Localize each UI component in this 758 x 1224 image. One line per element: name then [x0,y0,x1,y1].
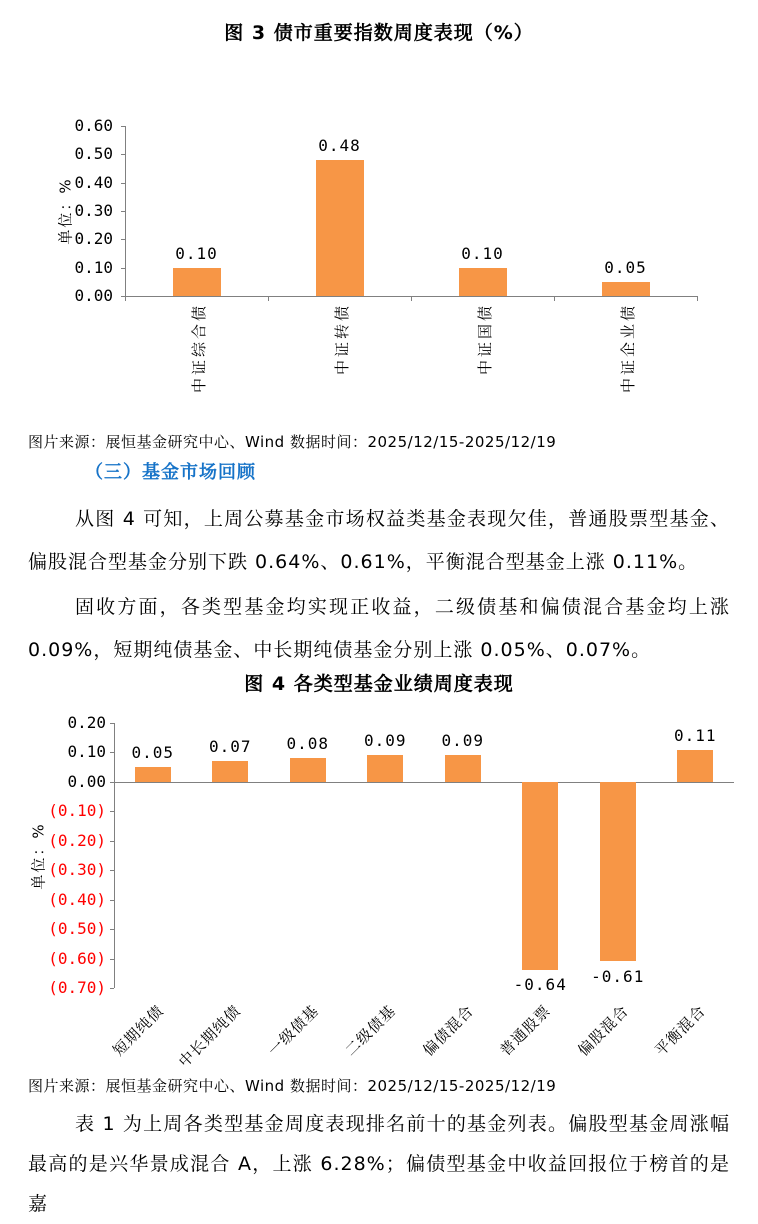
y-axis-tick-mark [110,929,114,930]
bar [367,755,403,782]
y-axis-tick-mark [110,841,114,842]
y-axis-tick-label: 0.10 [74,257,113,277]
y-axis-tick-label: 0.00 [74,286,113,305]
paragraph-1: 从图 4 可知，上周公募基金市场权益类基金表现欠佳，普通股票型基金、偏股混合型基金分别下跌 0.64%、0.61%，平衡混合型基金上涨 0.11%。 [28,508,730,573]
x-axis-category-label-text: 偏股混合 [574,1001,633,1060]
bar-value-label: 0.09 [441,731,485,751]
bar-value-label: 0.11 [673,725,717,745]
figure4-title: 图 4 各类型基金业绩周度表现 [244,673,514,695]
bar-value-label: 0.09 [363,731,407,751]
y-axis-tick-label: 0.20 [67,713,106,732]
bar [600,782,636,962]
y-axis-tick-mark [110,900,114,901]
x-axis-category-label-text: 平衡混合 [651,1001,710,1060]
bar-value-label: 0.05 [604,257,647,277]
bar-value-label: 0.10 [461,243,504,263]
y-axis-tick-label: (0.60) [48,948,106,968]
y-axis-tick-label: (0.30) [48,860,106,880]
y-axis-tick-mark [110,723,114,724]
y-axis-tick-mark [110,811,114,812]
paragraph-3: 表 1 为上周各类型基金周度表现排名前十的基金列表。偏股型基金周涨幅最高的是兴华景成混合 A，上涨 6.28%；偏债型基金中收益回报位于榜首的是嘉 [28,1113,730,1215]
y-axis-tick-mark [121,239,125,240]
y-axis-tick-mark [121,268,125,269]
y-axis-tick-mark [110,870,114,871]
x-axis-category-label-text: 偏债混合 [419,1001,478,1060]
bar [290,758,326,782]
x-axis-category-label-text: 中证综合债 [189,303,208,394]
y-axis-line [125,126,126,296]
bar-value-label: 0.10 [175,243,218,263]
bar-value-label: 0.05 [131,743,175,763]
x-axis-category-label-text: 中证企业债 [618,303,637,394]
y-axis-tick-mark [121,154,125,155]
bar-value-label: -0.61 [591,966,645,986]
x-axis-category-label-text: 二级债基 [341,1001,400,1060]
y-axis-tick-label: 0.30 [74,201,113,220]
plot-area [125,126,697,394]
section-heading: （三）基金市场回顾 [85,462,256,483]
figure3-source: 图片来源：展恒基金研究中心、Wind 数据时间：2025/12/15-2025/12/19 [28,433,557,451]
x-axis-line [114,782,734,783]
document-page [0,20,758,1215]
paragraph-2: 固收方面，各类型基金均实现正收益，二级债基和偏债混合基金均上涨 0.09%，短期纯债基金、中长期纯债基金分别上涨 0.05%、0.07%。 [28,596,730,661]
plot-area [109,723,734,1071]
bar [445,755,481,782]
y-axis-tick-label: 0.40 [74,172,113,192]
y-axis-tick-label: (0.10) [48,801,106,821]
y-axis-tick-mark [121,126,125,127]
x-axis-tick-mark [697,296,698,301]
y-axis-tick-mark [110,988,114,989]
y-axis-tick-label: (0.50) [48,919,106,939]
y-axis-unit-label: 单位：% [56,177,75,245]
x-axis-category-label-text: 中证国债 [475,303,494,376]
y-axis-tick-mark [110,782,114,783]
x-axis-category-label-text: 中证转债 [332,303,351,376]
bar-value-label: 0.48 [318,136,361,155]
y-axis-tick-label: 0.00 [67,771,106,791]
bar [602,282,650,296]
y-axis-tick-label: 0.10 [67,742,106,762]
bar [173,268,221,296]
y-axis-line [114,723,115,988]
y-axis-tick-label: (0.70) [48,978,106,997]
bar [212,761,248,782]
figure4-source: 图片来源：展恒基金研究中心、Wind 数据时间：2025/12/15-2025/12/19 [28,1077,557,1095]
x-axis-tick-mark [125,296,126,301]
x-axis-category-label-text: 一级债基 [264,1001,323,1060]
bar [459,268,507,296]
bar [316,160,364,296]
y-axis-tick-label: (0.20) [48,830,106,850]
y-axis-tick-label: 0.50 [74,144,113,164]
figure3-chart [0,106,758,414]
x-axis-category-label-text: 短期纯债 [109,1001,168,1060]
y-axis-unit-label: 单位：% [29,821,48,890]
y-axis-tick-label: 0.60 [74,116,113,135]
x-axis-category-label-text: 普通股票 [496,1001,555,1060]
bar [677,750,713,782]
x-axis-tick-mark [268,296,269,301]
bar [135,767,171,782]
x-axis-tick-mark [411,296,412,301]
y-axis-tick-mark [121,183,125,184]
y-axis-tick-mark [121,211,125,212]
y-axis-tick-label: 0.20 [74,229,113,249]
bar-value-label: 0.07 [208,737,252,757]
bar [522,782,558,970]
figure3-title: 图 3 债市重要指数周度表现（%） [224,22,534,44]
y-axis-tick-label: (0.40) [48,889,106,909]
bar-value-label: 0.08 [286,734,330,754]
figure4-chart [0,705,758,1071]
x-axis-category-label-text: 中长期纯债 [175,1001,245,1071]
y-axis-tick-mark [110,959,114,960]
bar-value-label: -0.64 [513,975,567,995]
x-axis-tick-mark [554,296,555,301]
